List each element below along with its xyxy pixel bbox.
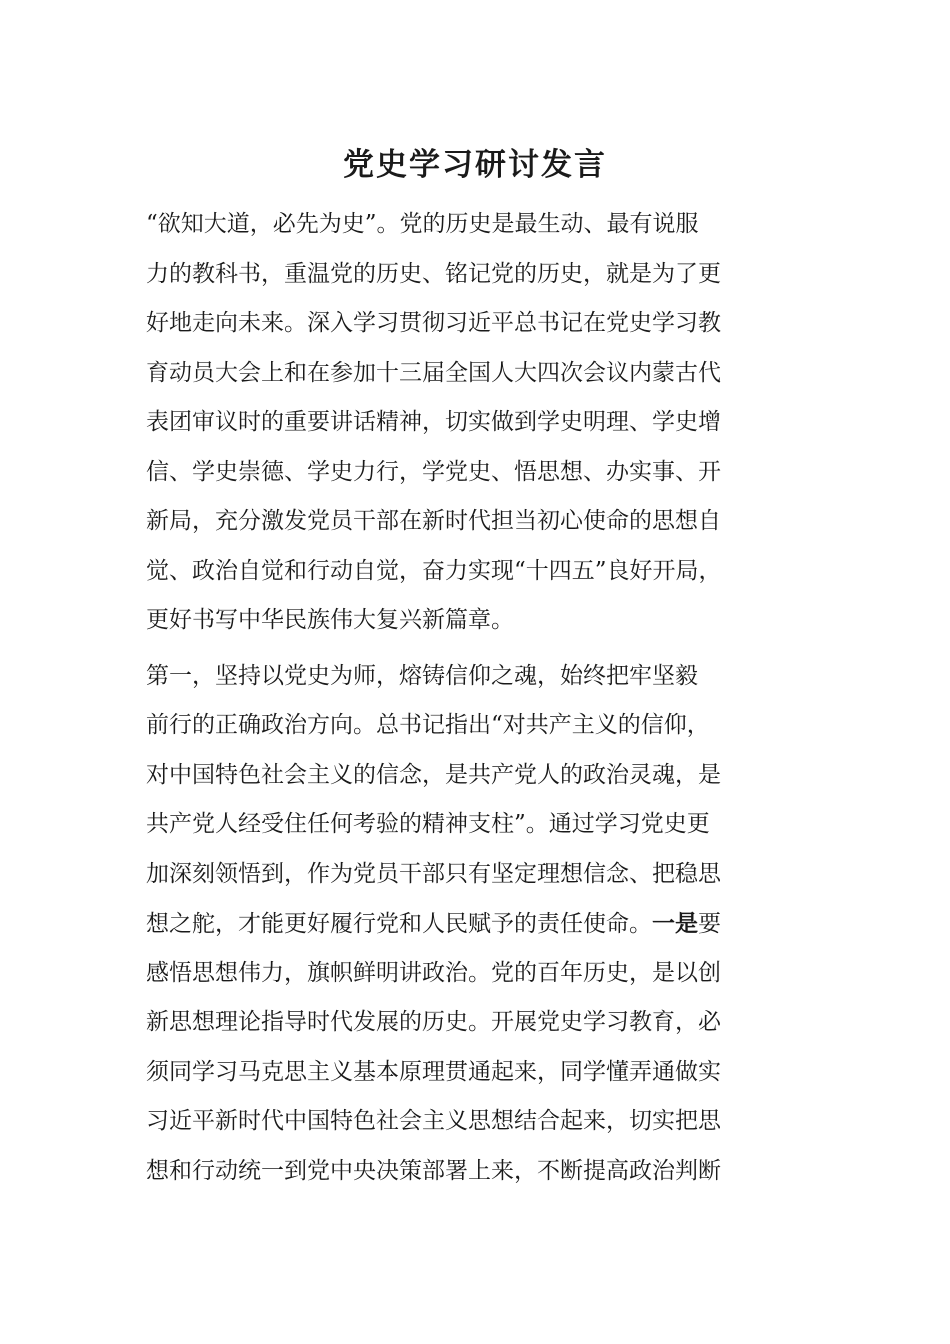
document-body (146, 200, 806, 1202)
text-line: 新思想理论指导时代发展的历史。开展党史学习教育，必 (146, 1009, 721, 1035)
text-line: 信、学史崇德、学史力行，学党史、悟思想、办实事、开 (146, 458, 721, 485)
text-line: 更好书写中华民族伟大复兴新篇章。 (146, 607, 514, 633)
text-line: “欲知大道，必先为史”。党的历史是最生动、最有说服 (146, 211, 699, 237)
text-line: 对中国特色社会主义的信念，是共产党人的政治灵魂，是 (146, 761, 721, 788)
text-line: 习近平新时代中国特色社会主义思想结合起来，切实把思 (146, 1108, 721, 1134)
text-line: 想和行动统一到党中央决策部署上来，不断提高政治判断 (146, 1157, 721, 1184)
paragraph-first-point (146, 652, 806, 1197)
text-line: 表团审议时的重要讲话精神，切实做到学史明理、学史增 (146, 409, 721, 435)
text-line: 觉、政治自觉和行动自觉，奋力实现“十四五”良好开局， (146, 557, 722, 584)
text-line-mixed (146, 899, 806, 949)
paragraph-intro (146, 200, 806, 646)
text-line: 加深刻领悟到，作为党员干部只有坚定理想信念、把稳思 (146, 860, 721, 887)
text-line: 育动员大会上和在参加十三届全国人大四次会议内蒙古代 (146, 359, 721, 386)
text-line: 感悟思想伟力，旗帜鲜明讲政治。党的百年历史，是以创 (146, 959, 721, 986)
document-title: 党史学习研讨发言 (343, 147, 607, 183)
text-line: 第一，坚持以党史为师，熔铸信仰之魂，始终把牢坚毅 (146, 662, 698, 689)
text-line: 新局，充分激发党员干部在新时代担当初心使命的思想自 (146, 508, 721, 534)
text-line: 共产党人经受住任何考验的精神支柱”。通过学习党史更 (146, 811, 710, 837)
text-line: 须同学习马克思主义基本原理贯通起来，同学懂弄通做实 (146, 1058, 721, 1085)
bold-marker: 一是 (652, 910, 698, 937)
text-segment: 想之舵，才能更好履行党和人民赋予的责任使命。 (146, 911, 652, 937)
text-line: 力的教科书，重温党的历史、铭记党的历史，就是为了更 (146, 260, 721, 287)
text-line: 前行的正确政治方向。总书记指出“对共产主义的信仰， (146, 712, 710, 738)
text-line: 好地走向未来。深入学习贯彻习近平总书记在党史学习教 (146, 310, 721, 336)
text-segment: 要 (698, 911, 721, 937)
